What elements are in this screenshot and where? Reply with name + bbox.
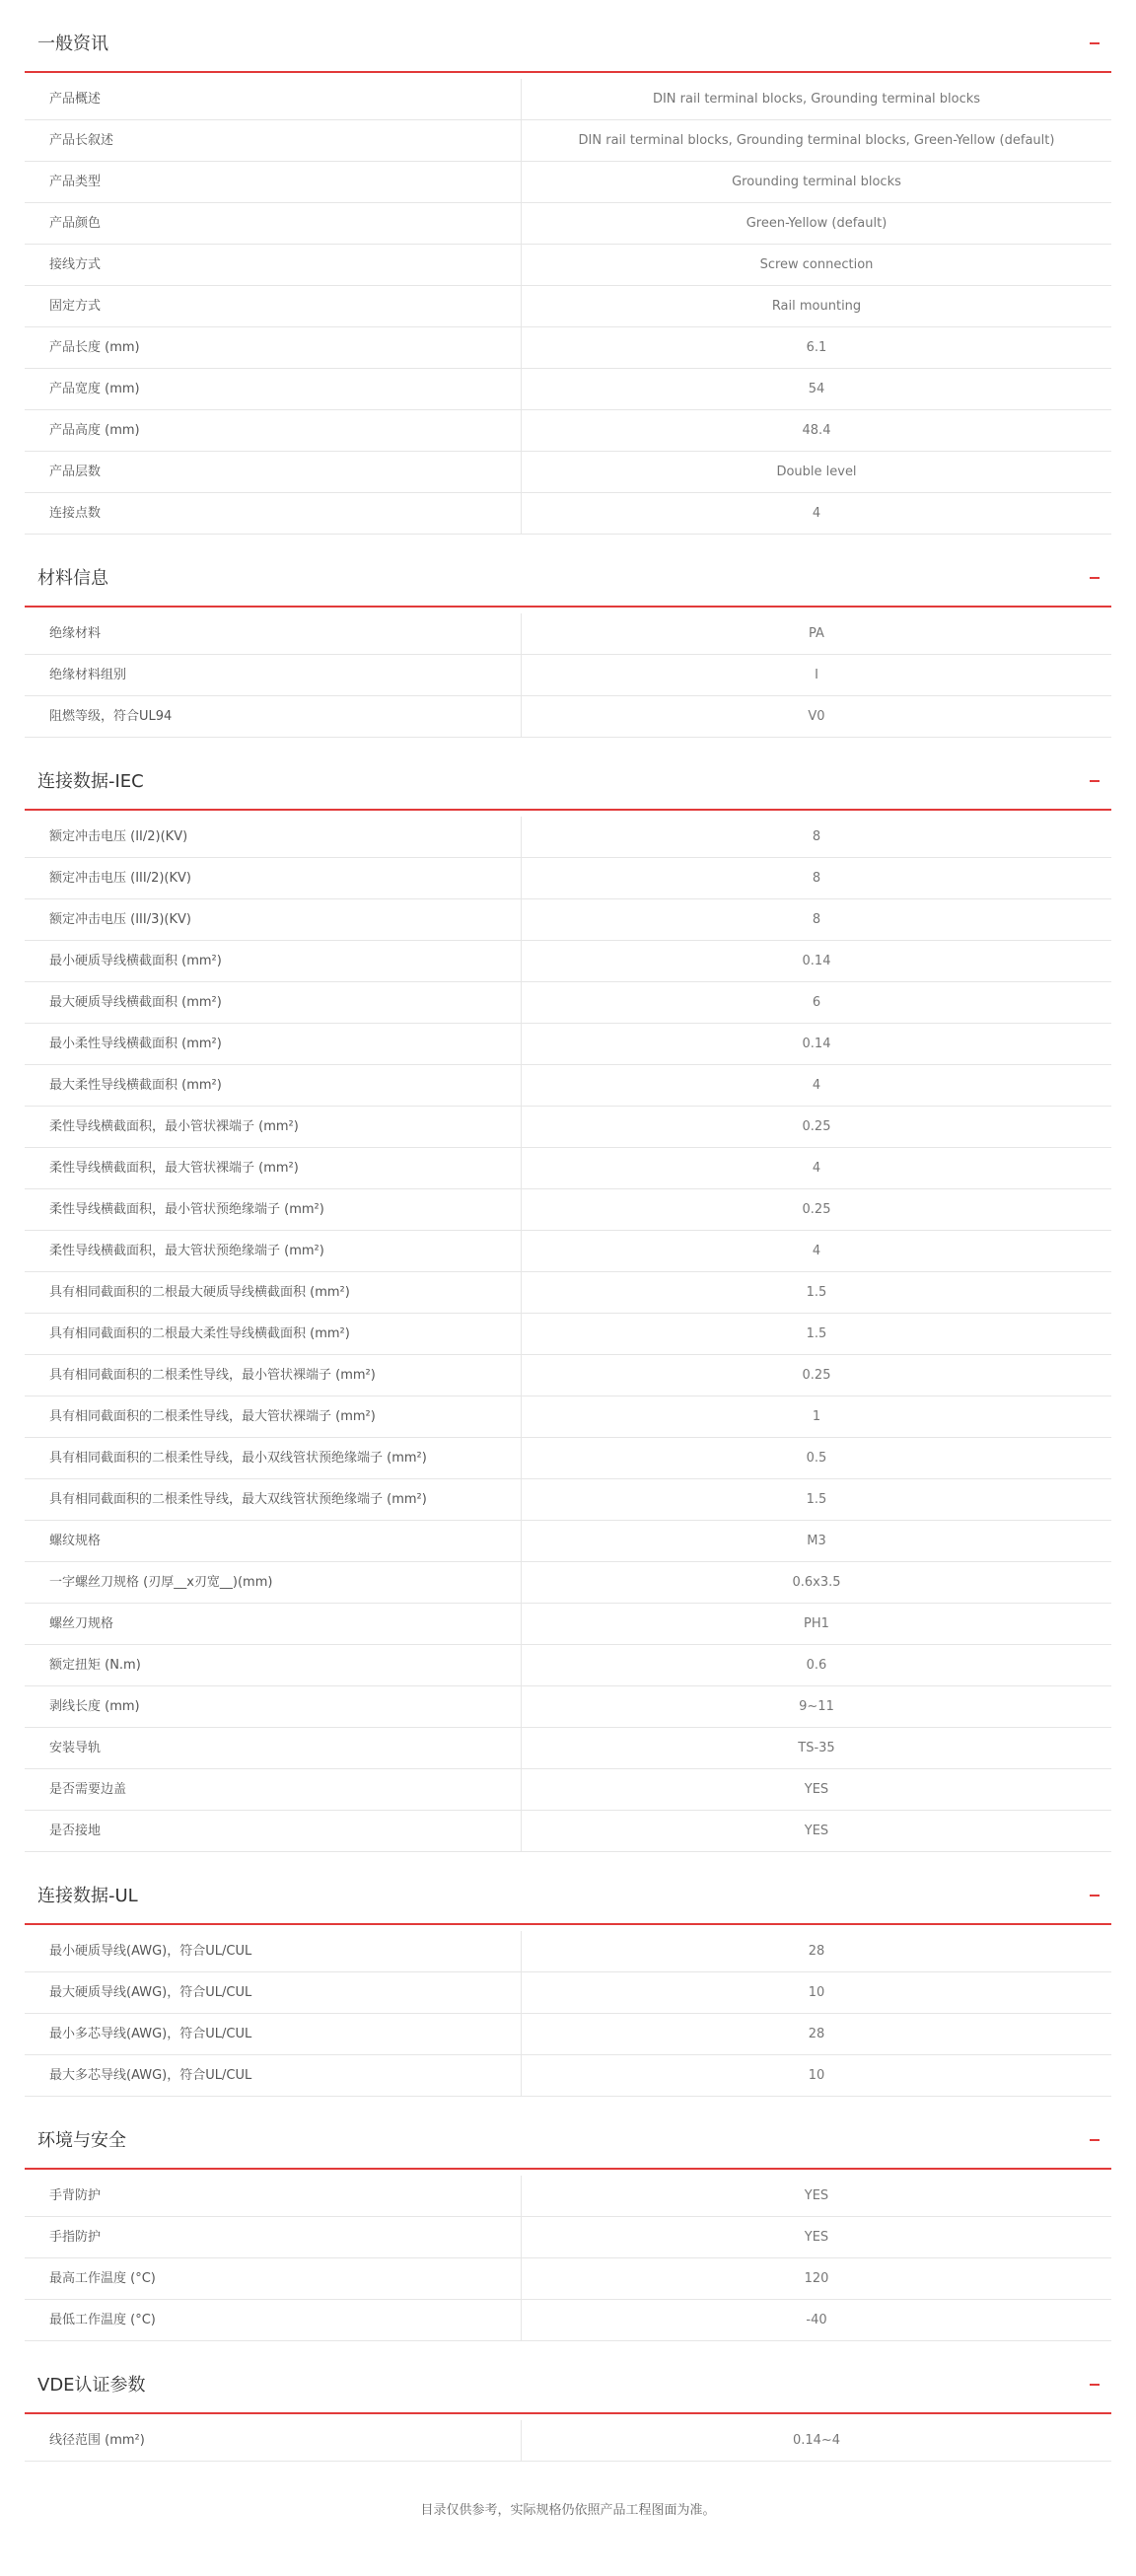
table-row <box>25 1355 1111 1396</box>
table-row <box>25 2176 1111 2217</box>
spec-table <box>25 1931 1111 2097</box>
table-row <box>25 817 1111 858</box>
minus-icon <box>1090 577 1100 579</box>
spec-label: 最小多芯导线(AWG)，符合UL/CUL <box>25 2014 522 2054</box>
spec-label: 剥线长度 (mm) <box>25 1686 522 1727</box>
spec-value: DIN rail terminal blocks, Grounding terminal blocks, Green-Yellow (default) <box>578 133 1055 148</box>
table-row <box>25 1645 1111 1686</box>
spec-label: 是否需要边盖 <box>25 1769 522 1810</box>
table-row <box>25 1314 1111 1355</box>
table-row <box>25 1065 1111 1107</box>
spec-label: 螺纹规格 <box>25 1521 522 1561</box>
spec-section <box>25 1852 1111 2097</box>
section-title: 一般资讯 <box>37 34 108 54</box>
spec-value: TS-35 <box>798 1741 835 1755</box>
spec-label: 最低工作温度 (°C) <box>25 2300 522 2340</box>
collapse-button[interactable] <box>1082 1882 1107 1907</box>
section-header[interactable] <box>25 0 1111 73</box>
collapse-button[interactable] <box>1082 2126 1107 2152</box>
table-row <box>25 203 1111 245</box>
spec-label: 最高工作温度 (°C) <box>25 2258 522 2299</box>
spec-sections <box>25 0 1111 2462</box>
spec-value: 9~11 <box>799 1699 834 1714</box>
spec-value: 0.25 <box>802 1202 831 1217</box>
section-header[interactable] <box>25 2097 1111 2170</box>
spec-value: DIN rail terminal blocks, Grounding terminal blocks <box>652 92 981 107</box>
spec-label: 具有相同截面积的二根柔性导线，最小管状裸端子 (mm²) <box>25 1355 522 1395</box>
spec-label: 最小硬质导线(AWG)，符合UL/CUL <box>25 1931 522 1971</box>
spec-table <box>25 613 1111 738</box>
spec-label: 产品层数 <box>25 452 522 492</box>
spec-label: 手背防护 <box>25 2176 522 2216</box>
spec-value: Screw connection <box>759 257 874 272</box>
section-title: 连接数据-UL <box>37 1886 138 1906</box>
table-row <box>25 2420 1111 2462</box>
spec-value: 8 <box>812 829 821 844</box>
spec-value: 4 <box>812 506 821 521</box>
spec-label: 额定冲击电压 (III/3)(KV) <box>25 899 522 940</box>
table-row <box>25 1231 1111 1272</box>
spec-label: 接线方式 <box>25 245 522 285</box>
table-row <box>25 2217 1111 2258</box>
spec-value: Grounding terminal blocks <box>732 175 901 189</box>
section-header[interactable] <box>25 2341 1111 2414</box>
table-row <box>25 162 1111 203</box>
spec-value: YES <box>804 1824 829 1838</box>
spec-value: 8 <box>812 871 821 886</box>
table-row <box>25 369 1111 410</box>
spec-value: Rail mounting <box>771 299 862 314</box>
spec-label: 安装导轨 <box>25 1728 522 1768</box>
table-row <box>25 1972 1111 2014</box>
table-row <box>25 899 1111 941</box>
spec-label: 一字螺丝刀规格 (刃厚__x刃宽__)(mm) <box>25 1562 522 1603</box>
spec-label: 具有相同截面积的二根柔性导线，最大管状裸端子 (mm²) <box>25 1396 522 1437</box>
spec-label: 产品类型 <box>25 162 522 202</box>
spec-label: 柔性导线横截面积，最小管状预绝缘端子 (mm²) <box>25 1189 522 1230</box>
table-row <box>25 1811 1111 1852</box>
table-row <box>25 245 1111 286</box>
table-row <box>25 1396 1111 1438</box>
spec-table <box>25 79 1111 535</box>
section-header[interactable] <box>25 738 1111 811</box>
section-title: 连接数据-IEC <box>37 771 144 792</box>
spec-label: 最大柔性导线横截面积 (mm²) <box>25 1065 522 1106</box>
table-row <box>25 410 1111 452</box>
table-row <box>25 982 1111 1024</box>
spec-value: 1.5 <box>806 1492 827 1507</box>
spec-value: 0.14 <box>802 954 831 968</box>
spec-label: 额定扭矩 (N.m) <box>25 1645 522 1685</box>
spec-value: 0.6x3.5 <box>792 1575 841 1590</box>
spec-label: 额定冲击电压 (II/2)(KV) <box>25 817 522 857</box>
collapse-button[interactable] <box>1082 2371 1107 2397</box>
spec-label: 柔性导线横截面积，最小管状裸端子 (mm²) <box>25 1107 522 1147</box>
section-title: 环境与安全 <box>37 2130 126 2151</box>
spec-label: 产品长叙述 <box>25 120 522 161</box>
spec-value: PA <box>809 626 824 641</box>
table-row <box>25 286 1111 327</box>
spec-value: 0.14~4 <box>792 2433 841 2448</box>
table-row <box>25 2300 1111 2341</box>
spec-section <box>25 2097 1111 2341</box>
spec-value: 6.1 <box>806 340 827 355</box>
spec-section <box>25 2341 1111 2462</box>
spec-value: YES <box>804 1782 829 1797</box>
spec-label: 绝缘材料 <box>25 613 522 654</box>
spec-value: M3 <box>807 1534 826 1548</box>
table-row <box>25 1931 1111 1972</box>
spec-label: 最大多芯导线(AWG)，符合UL/CUL <box>25 2055 522 2096</box>
table-row <box>25 655 1111 696</box>
table-row <box>25 120 1111 162</box>
table-row <box>25 858 1111 899</box>
spec-value: 0.25 <box>802 1119 831 1134</box>
table-row <box>25 2258 1111 2300</box>
minus-icon <box>1090 2384 1100 2386</box>
spec-value: 1.5 <box>806 1285 827 1300</box>
spec-label: 螺丝刀规格 <box>25 1604 522 1644</box>
table-row <box>25 1521 1111 1562</box>
minus-icon <box>1090 1895 1100 1896</box>
spec-value: YES <box>804 2188 829 2203</box>
spec-value: 0.6 <box>806 1658 827 1673</box>
spec-value: 10 <box>808 2068 825 2083</box>
spec-label: 产品长度 (mm) <box>25 327 522 368</box>
spec-label: 产品概述 <box>25 79 522 119</box>
spec-label: 绝缘材料组别 <box>25 655 522 695</box>
spec-value: 8 <box>812 912 821 927</box>
table-row <box>25 1604 1111 1645</box>
spec-table <box>25 817 1111 1852</box>
spec-value: 48.4 <box>802 423 831 438</box>
spec-value: 54 <box>808 382 825 396</box>
section-header[interactable] <box>25 535 1111 608</box>
spec-value: YES <box>804 2230 829 2245</box>
table-row <box>25 452 1111 493</box>
table-row <box>25 2055 1111 2097</box>
spec-value: 0.14 <box>802 1037 831 1051</box>
spec-label: 连接点数 <box>25 493 522 534</box>
spec-label: 最大硬质导线(AWG)，符合UL/CUL <box>25 1972 522 2013</box>
spec-label: 具有相同截面积的二根最大硬质导线横截面积 (mm²) <box>25 1272 522 1313</box>
spec-label: 固定方式 <box>25 286 522 326</box>
spec-label: 柔性导线横截面积，最大管状预绝缘端子 (mm²) <box>25 1231 522 1271</box>
table-row <box>25 1272 1111 1314</box>
spec-label: 阻燃等级，符合UL94 <box>25 696 522 737</box>
spec-label: 最小柔性导线横截面积 (mm²) <box>25 1024 522 1064</box>
spec-label: 具有相同截面积的二根柔性导线，最小双线管状预绝缘端子 (mm²) <box>25 1438 522 1478</box>
table-row <box>25 1728 1111 1769</box>
spec-value: 0.25 <box>802 1368 831 1383</box>
spec-table <box>25 2420 1111 2462</box>
spec-label: 具有相同截面积的二根最大柔性导线横截面积 (mm²) <box>25 1314 522 1354</box>
minus-icon <box>1090 42 1100 44</box>
table-row <box>25 493 1111 535</box>
section-title: 材料信息 <box>37 568 108 589</box>
table-row <box>25 2014 1111 2055</box>
spec-value: 28 <box>808 1944 825 1959</box>
spec-section <box>25 535 1111 738</box>
spec-label: 手指防护 <box>25 2217 522 2257</box>
collapse-button[interactable] <box>1082 564 1107 590</box>
spec-value: I <box>815 668 818 682</box>
table-row <box>25 613 1111 655</box>
minus-icon <box>1090 780 1100 782</box>
spec-label: 最小硬质导线横截面积 (mm²) <box>25 941 522 981</box>
table-row <box>25 1107 1111 1148</box>
table-row <box>25 1479 1111 1521</box>
table-row <box>25 1189 1111 1231</box>
table-row <box>25 1562 1111 1604</box>
spec-label: 产品高度 (mm) <box>25 410 522 451</box>
spec-label: 线径范围 (mm²) <box>25 2420 522 2461</box>
minus-icon <box>1090 2139 1100 2141</box>
spec-value: 10 <box>808 1985 825 2000</box>
spec-value: 1 <box>812 1409 821 1424</box>
spec-value: 4 <box>812 1244 821 1258</box>
spec-label: 具有相同截面积的二根柔性导线，最大双线管状预绝缘端子 (mm²) <box>25 1479 522 1520</box>
section-header[interactable] <box>25 1852 1111 1925</box>
spec-section <box>25 738 1111 1852</box>
spec-value: 0.5 <box>806 1451 827 1466</box>
collapse-button[interactable] <box>1082 30 1107 55</box>
table-row <box>25 1686 1111 1728</box>
spec-value: Double level <box>776 465 857 479</box>
spec-table <box>25 2176 1111 2341</box>
spec-value: -40 <box>806 2313 827 2327</box>
table-row <box>25 1024 1111 1065</box>
spec-value: V0 <box>808 709 825 724</box>
spec-value: 28 <box>808 2027 825 2041</box>
spec-value: 4 <box>812 1078 821 1093</box>
spec-label: 额定冲击电压 (III/2)(KV) <box>25 858 522 898</box>
spec-label: 最大硬质导线横截面积 (mm²) <box>25 982 522 1023</box>
spec-label: 是否接地 <box>25 1811 522 1851</box>
spec-label: 柔性导线横截面积，最大管状裸端子 (mm²) <box>25 1148 522 1188</box>
section-title: VDE认证参数 <box>37 2375 146 2396</box>
table-row <box>25 79 1111 120</box>
spec-value: 120 <box>804 2271 829 2286</box>
spec-value: 6 <box>812 995 821 1010</box>
spec-value: 1.5 <box>806 1326 827 1341</box>
spec-value: 4 <box>812 1161 821 1176</box>
spec-value: Green-Yellow (default) <box>746 216 888 231</box>
table-row <box>25 1438 1111 1479</box>
table-row <box>25 1148 1111 1189</box>
spec-label: 产品宽度 (mm) <box>25 369 522 409</box>
spec-section <box>25 0 1111 535</box>
table-row <box>25 1769 1111 1811</box>
table-row <box>25 941 1111 982</box>
table-row <box>25 696 1111 738</box>
spec-value: PH1 <box>804 1616 829 1631</box>
footer-note: 目录仅供参考，实际规格仍依照产品工程图面为准。 <box>420 2503 716 2518</box>
collapse-button[interactable] <box>1082 767 1107 793</box>
spec-label: 产品颜色 <box>25 203 522 244</box>
table-row <box>25 327 1111 369</box>
